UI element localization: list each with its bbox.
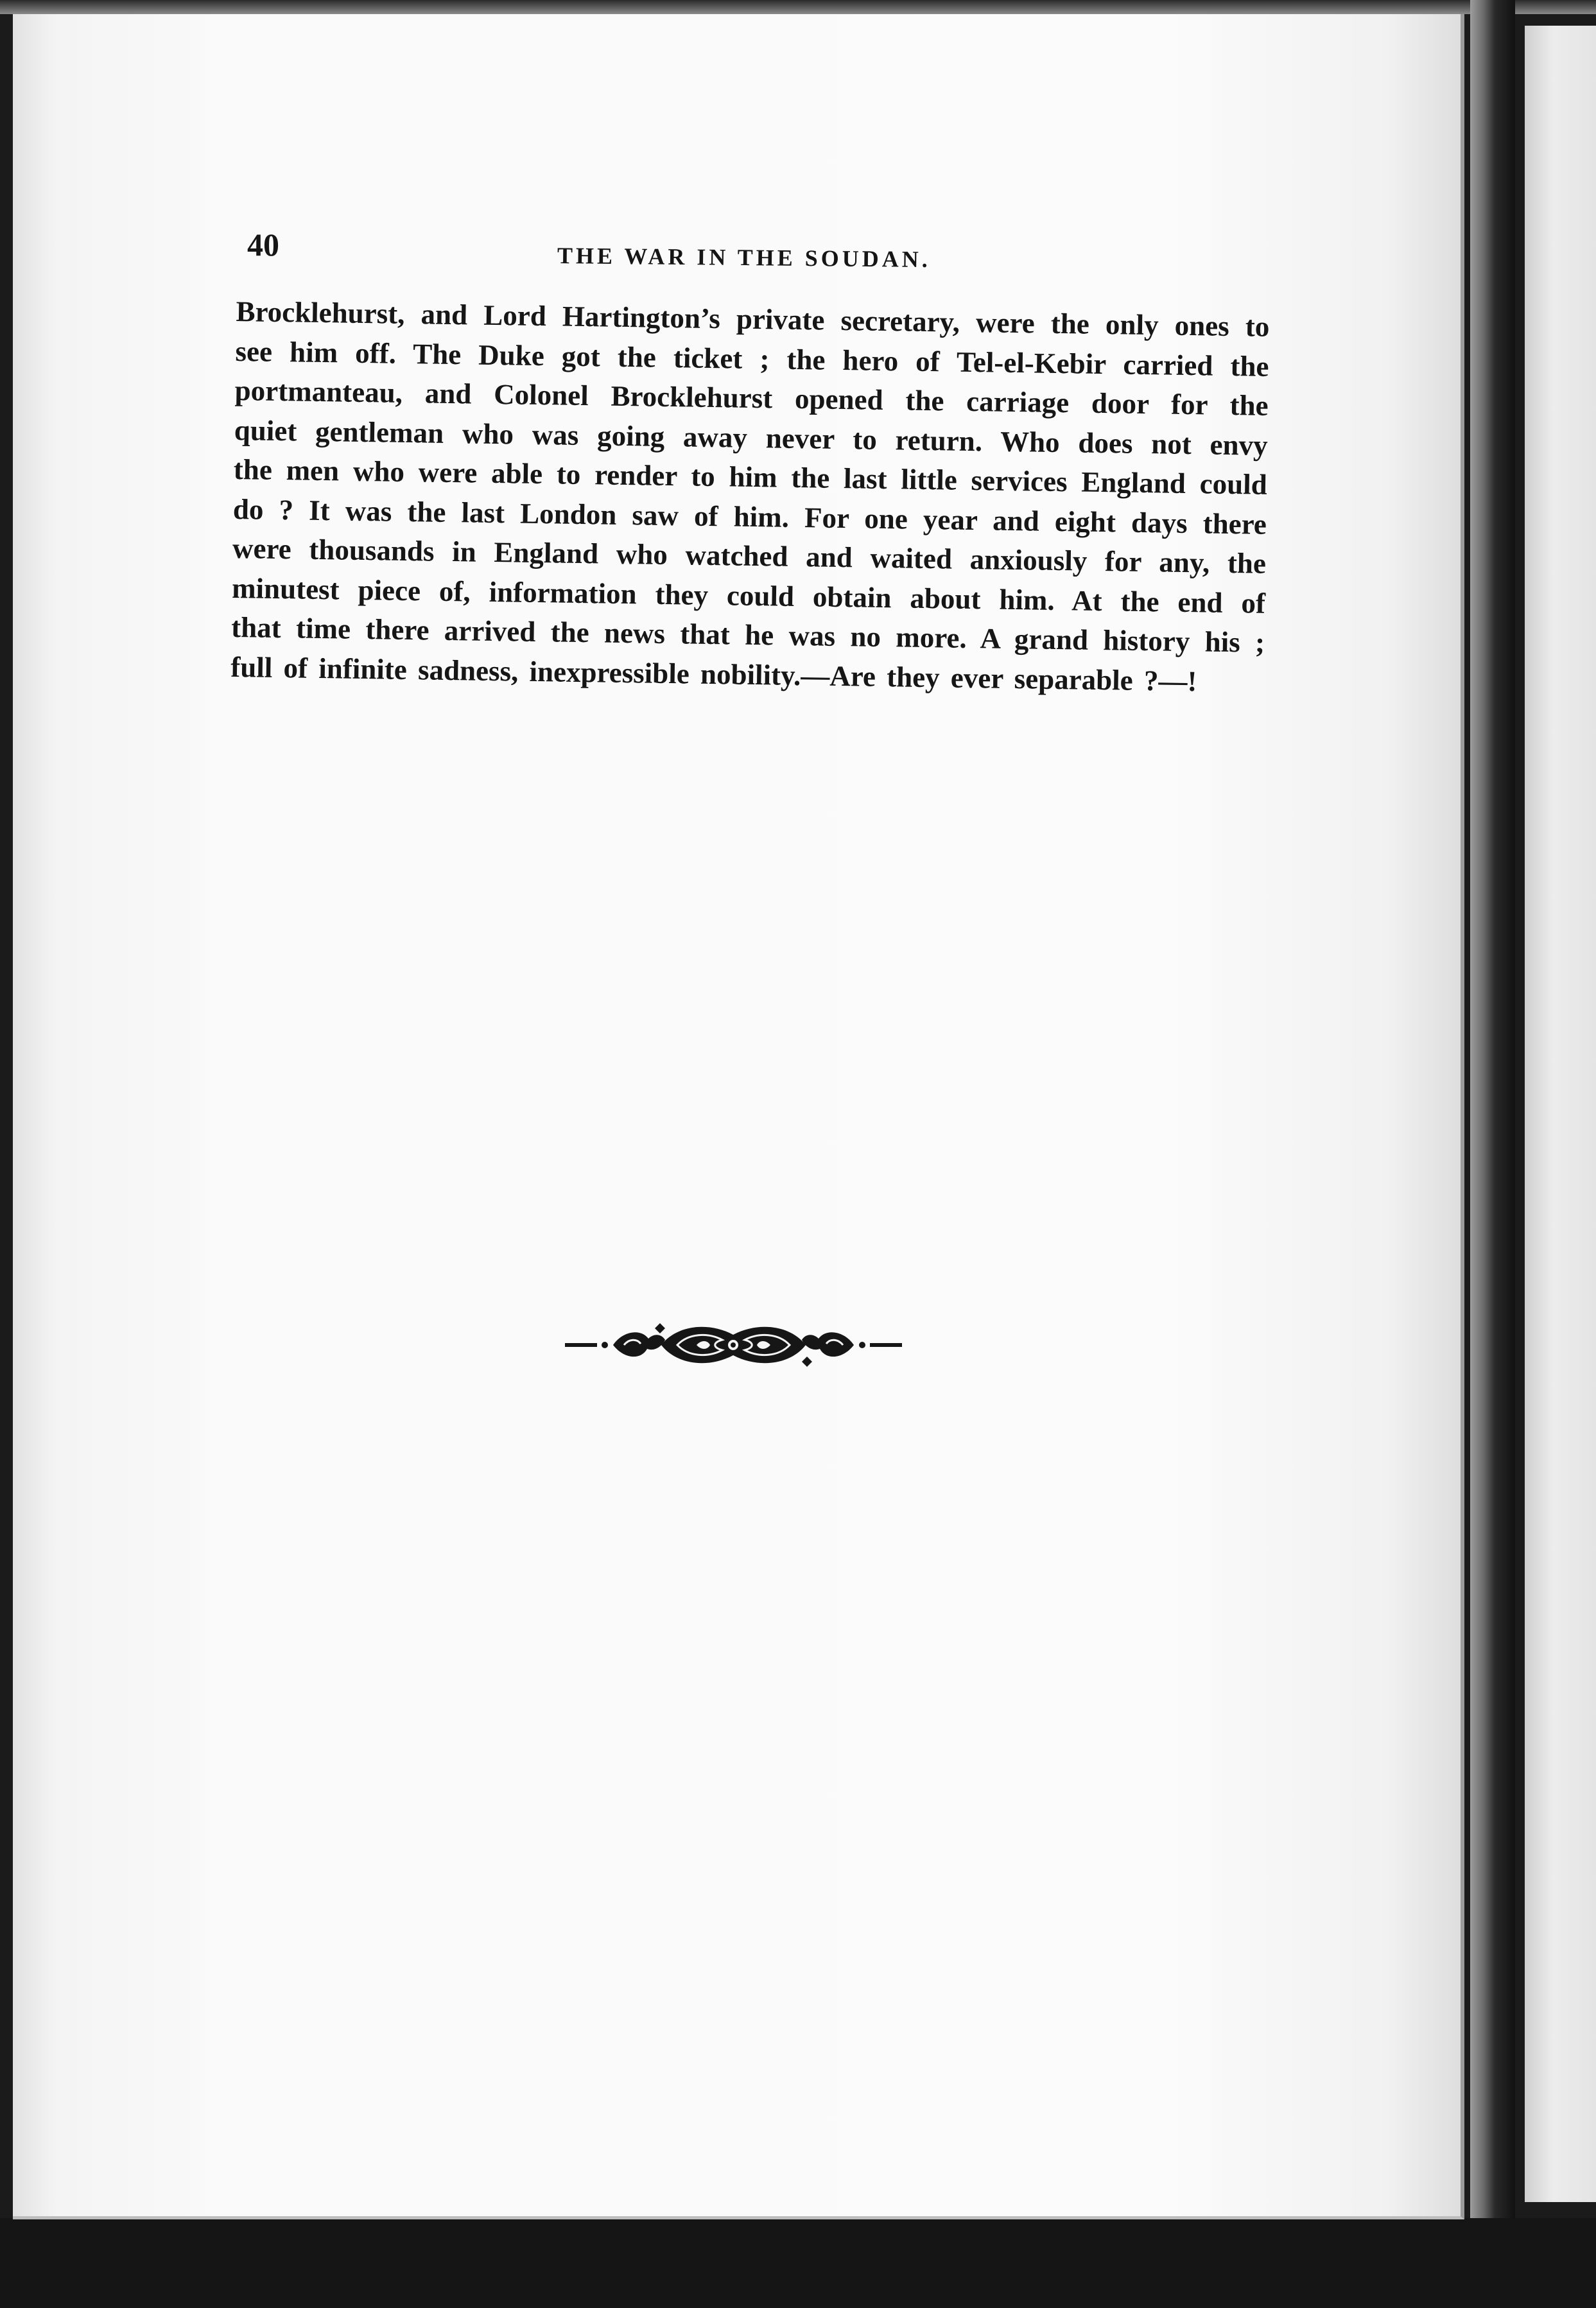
text-line: see him off. The Duke got the ticket ; the hero of Tel-el-Kebir carried the [235,334,1269,383]
facing-page-edge [1525,26,1596,2202]
running-head: THE WAR IN THE SOUDAN. [557,242,931,273]
scan-bottom-edge [0,2218,1596,2308]
text-line: the men who were able to render to him the last little services England could [233,453,1268,501]
book-binding [1470,0,1515,2228]
text-line: were thousands in England who watched and waited anxiously for any, the [232,532,1267,580]
text-line: portmanteau, and Colonel Brocklehurst opened the carriage door for the [234,374,1269,422]
text-line: quiet gentleman who was going away never to return. Who does not envy [234,413,1269,462]
text-line: do ? It was the last London saw of him. For one year and eight days there [232,492,1267,541]
page-number: 40 [247,227,279,263]
text-line: that time there arrived the news that he was no more. A grand history his ; [230,611,1265,659]
text-line: Brocklehurst, and Lord Hartington’s private secretary, were the only ones to [236,295,1270,343]
scan-top-edge [0,0,1596,14]
text-line: full of infinite sadness, inexpressible nobility.—Are they ever separable ?—! [230,650,1197,697]
decorative-tailpiece-icon [565,1319,902,1371]
body-text [230,292,1270,702]
text-line: minutest piece of, information they could obtain about him. At the end of [231,571,1266,620]
